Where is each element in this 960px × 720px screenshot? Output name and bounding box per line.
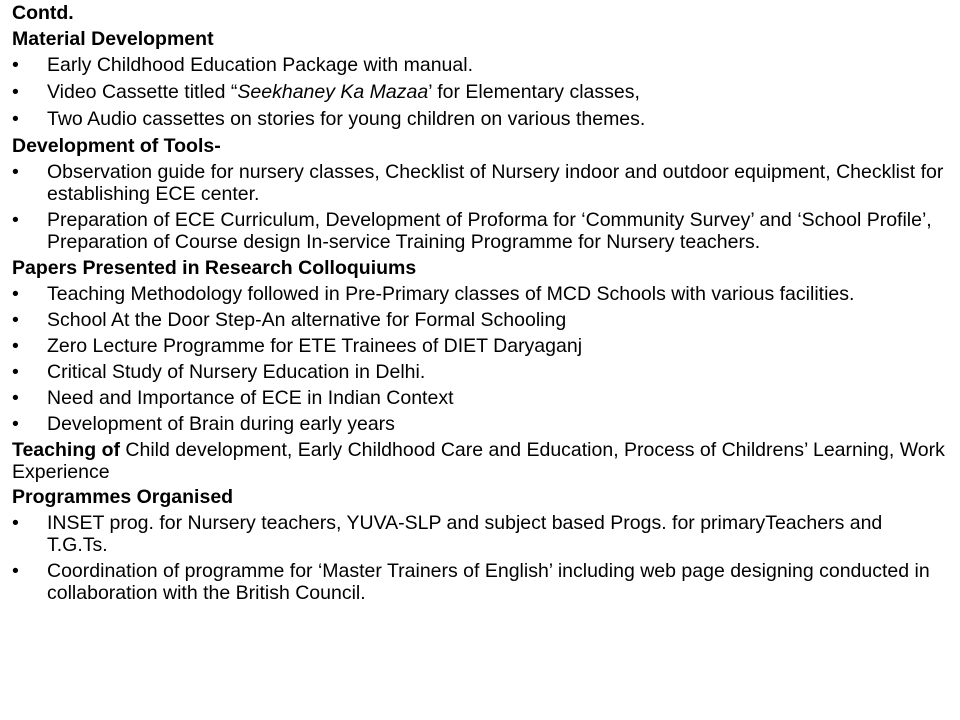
bullet: • [12,108,19,130]
list-item [12,161,948,205]
list-item-text: Early Childhood Education Package with manual. [47,54,474,76]
bullet: • [12,209,19,231]
list-item-text: Coordination of programme for ‘Master Trainers of English’ including web page designing conducted in collaboration with the British Council. [47,560,930,604]
list-item-text: Preparation of ECE Curriculum, Development of Proforma for ‘Community Survey’ and ‘School Profile’, Preparation of Course design In-service Training Programme for Nursery teachers. [47,209,932,253]
programmes-organised-list [12,512,948,604]
bullet: • [12,81,19,103]
list-item-text: Development of Brain during early years [47,413,395,435]
list-item [12,512,948,556]
development-of-tools-heading: Development of Tools- [12,135,221,157]
list-item-text-post: ’ for Elementary classes, [428,81,640,103]
bullet: • [12,161,19,183]
list-item-text: Observation guide for nursery classes, Checklist of Nursery indoor and outdoor equipment, Checklist for establishing ECE center. [47,161,944,205]
teaching-text: Child development, Early Childhood Care and Education, Process of Childrens’ Learning, Work Experience [12,439,945,483]
list-item-text: Two Audio cassettes on stories for young children on various themes. [47,108,646,130]
material-development-list [12,54,948,131]
bullet: • [12,309,19,331]
papers-presented-heading: Papers Presented in Research Colloquiums [12,257,417,279]
bullet: • [12,560,19,582]
bullet: • [12,283,19,305]
list-item [12,560,948,604]
list-item [12,413,948,436]
bullet: • [12,54,19,76]
programmes-organised-heading: Programmes Organised [12,486,234,508]
bullet: • [12,512,19,534]
list-item [12,108,948,131]
list-item [12,387,948,410]
material-development-heading: Material Development [12,28,214,50]
list-item-text: Zero Lecture Programme for ETE Trainees of DIET Daryaganj [47,335,583,357]
list-item-text-pre: Video Cassette titled “ [47,81,238,103]
list-item-text: School At the Door Step-An alternative for Formal Schooling [47,309,567,331]
list-item [12,81,948,104]
list-item [12,209,948,253]
development-of-tools-list [12,161,948,253]
bullet: • [12,413,19,435]
list-item [12,335,948,358]
teaching-label: Teaching of [12,439,120,461]
list-item-text: Critical Study of Nursery Education in Delhi. [47,361,426,383]
teaching-paragraph [12,439,948,483]
bullet: • [12,387,19,409]
papers-presented-list [12,283,948,436]
contd-label: Contd. [12,2,74,24]
list-item [12,283,948,305]
list-item [12,54,948,77]
list-item [12,309,948,332]
bullet: • [12,335,19,357]
bullet: • [12,361,19,383]
video-title: Seekhaney Ka Mazaa [237,81,429,103]
list-item-text: Need and Importance of ECE in Indian Context [47,387,454,409]
list-item-text: Teaching Methodology followed in Pre-Primary classes of MCD Schools with various facilities. [47,283,855,305]
list-item-text: INSET prog. for Nursery teachers, YUVA-SLP and subject based Progs. for primaryTeachers and T.G.Ts. [47,512,883,556]
list-item [12,361,948,384]
